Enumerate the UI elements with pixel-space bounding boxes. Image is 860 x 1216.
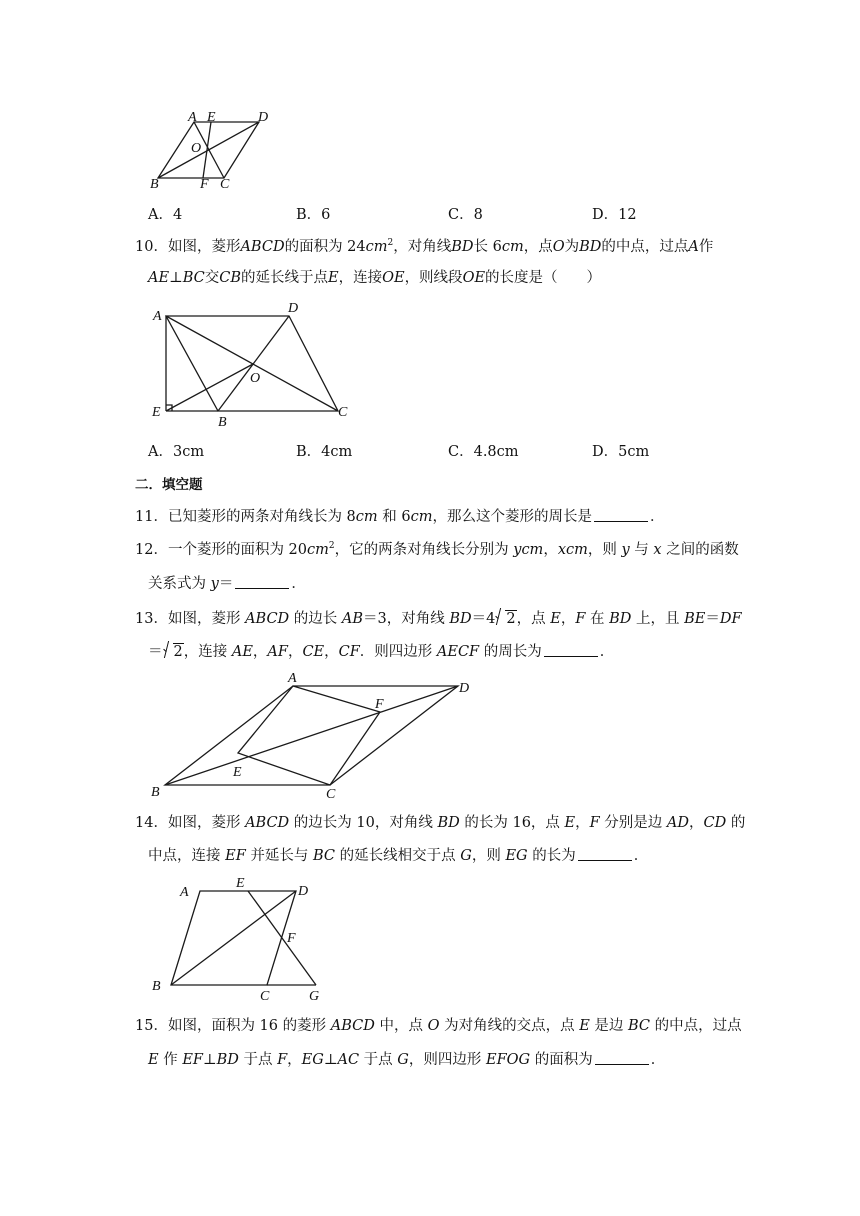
- q14-answer-blank[interactable]: [578, 846, 632, 861]
- q9-label-c: C: [220, 177, 230, 192]
- sqrt-symbol: 2: [163, 641, 184, 663]
- q13-quadrilateral-aecf: [238, 686, 380, 785]
- q14-label-g: G: [309, 989, 320, 1004]
- q10-stem-line2: AE⊥BC交CB的延长线于点E，连接OE，则线段OE的长度是（ ）: [148, 270, 602, 286]
- q9-figure: [148, 108, 278, 192]
- q13-label-a: A: [288, 671, 297, 686]
- section-heading: 二．填空题: [135, 477, 203, 493]
- q11-stem: 11．已知菱形的两条对角线长为 8cm 和 6cm，那么这个菱形的周长是 ．: [135, 509, 665, 525]
- sqrt-symbol: 2: [495, 608, 516, 630]
- q10-label-o: O: [250, 371, 261, 386]
- q14-diagonal-bd: [171, 891, 296, 985]
- q9-option-d[interactable]: D．12: [592, 207, 637, 223]
- q13-figure: [148, 668, 478, 800]
- q15-stem-line1: 15．如图，面积为 16 的菱形 ABCD 中，点 O 为对角线的交点，点 E 是边 BC 的中点，过点: [135, 1018, 742, 1034]
- q13-answer-blank[interactable]: [544, 642, 598, 657]
- q9-option-a[interactable]: A．4: [148, 207, 183, 223]
- q10-label-b: B: [218, 415, 227, 430]
- q9-label-e: E: [207, 110, 216, 125]
- q10-option-d[interactable]: D．5cm: [592, 444, 650, 460]
- q10-label-a: A: [153, 309, 162, 324]
- q10-diagonal-bd: [218, 316, 289, 411]
- q14-stem-line2: 中点，连接 EF 并延长与 BC 的延长线相交于点 G，则 EG 的长为 ．: [148, 848, 649, 864]
- q13-label-c: C: [326, 787, 336, 802]
- q13-label-e: E: [233, 765, 242, 780]
- q14-label-b: B: [152, 979, 161, 994]
- q10-option-c[interactable]: C．4.8cm: [448, 444, 519, 460]
- q13-diagonal-bd: [165, 686, 458, 785]
- q14-figure: [148, 872, 338, 1002]
- q9-label-a: A: [188, 110, 197, 125]
- q13-stem-line1: 13．如图，菱形 ABCD 的边长 AB＝3，对角线 BD＝4 2，点 E，F 在 BD 上，且 BE＝DF: [135, 608, 742, 630]
- q9-option-c[interactable]: C．8: [448, 207, 483, 223]
- q10-option-b[interactable]: B．4cm: [296, 444, 353, 460]
- q14-label-f: F: [287, 931, 296, 946]
- q9-label-d: D: [258, 110, 269, 125]
- q14-label-a: A: [180, 885, 189, 900]
- q9-option-b[interactable]: B．6: [296, 207, 331, 223]
- q9-options: [148, 203, 748, 223]
- q9-diagonal-bd: [158, 122, 259, 178]
- q10-label-c: C: [338, 405, 348, 420]
- q10-stem-line1: 10．如图，菱形ABCD的面积为 $24cm^2$，对角线BD长 6cm，点O为BD的中点，过点A作: [135, 238, 714, 255]
- q12-answer-blank[interactable]: [235, 574, 289, 589]
- q11-answer-blank[interactable]: [594, 507, 648, 522]
- q10-option-a[interactable]: A．3cm: [148, 444, 205, 460]
- q9-label-b: B: [150, 177, 159, 192]
- q10-options: [148, 440, 748, 460]
- q12-stem-line2: 关系式为 y＝ ．: [148, 576, 306, 592]
- q15-stem-line2: E 作 EF⊥BD 于点 F，EG⊥AC 于点 G，则四边形 EFOG 的面积为 ．: [148, 1052, 666, 1068]
- q15-answer-blank[interactable]: [595, 1050, 649, 1065]
- q9-label-o: O: [191, 141, 202, 156]
- q14-segment-eg: [248, 891, 316, 985]
- q14-stem-line1: 14．如图，菱形 ABCD 的边长为 10，对角线 BD 的长为 16，点 E，F 分别是边 AD，CD 的: [135, 815, 746, 831]
- q14-label-c: C: [260, 989, 270, 1004]
- q14-label-e: E: [236, 876, 245, 891]
- q13-label-f: F: [375, 697, 384, 712]
- q10-label-d: D: [288, 301, 299, 316]
- q10-figure: [148, 298, 358, 430]
- q14-label-d: D: [298, 884, 309, 899]
- q12-stem-line1: 12．一个菱形的面积为 $20cm^2$，它的两条对角线长分别为 ycm，xcm，则 y 与 x 之间的函数: [135, 541, 739, 558]
- q9-label-f: F: [200, 177, 209, 192]
- q13-label-b: B: [151, 785, 160, 800]
- q13-stem-line2: ＝ 2，连接 AE，AF，CE，CF．则四边形 AECF 的周长为 ．: [148, 641, 614, 663]
- q10-label-e: E: [152, 405, 161, 420]
- q13-label-d: D: [459, 681, 470, 696]
- q10-segment-oe: [166, 364, 253, 411]
